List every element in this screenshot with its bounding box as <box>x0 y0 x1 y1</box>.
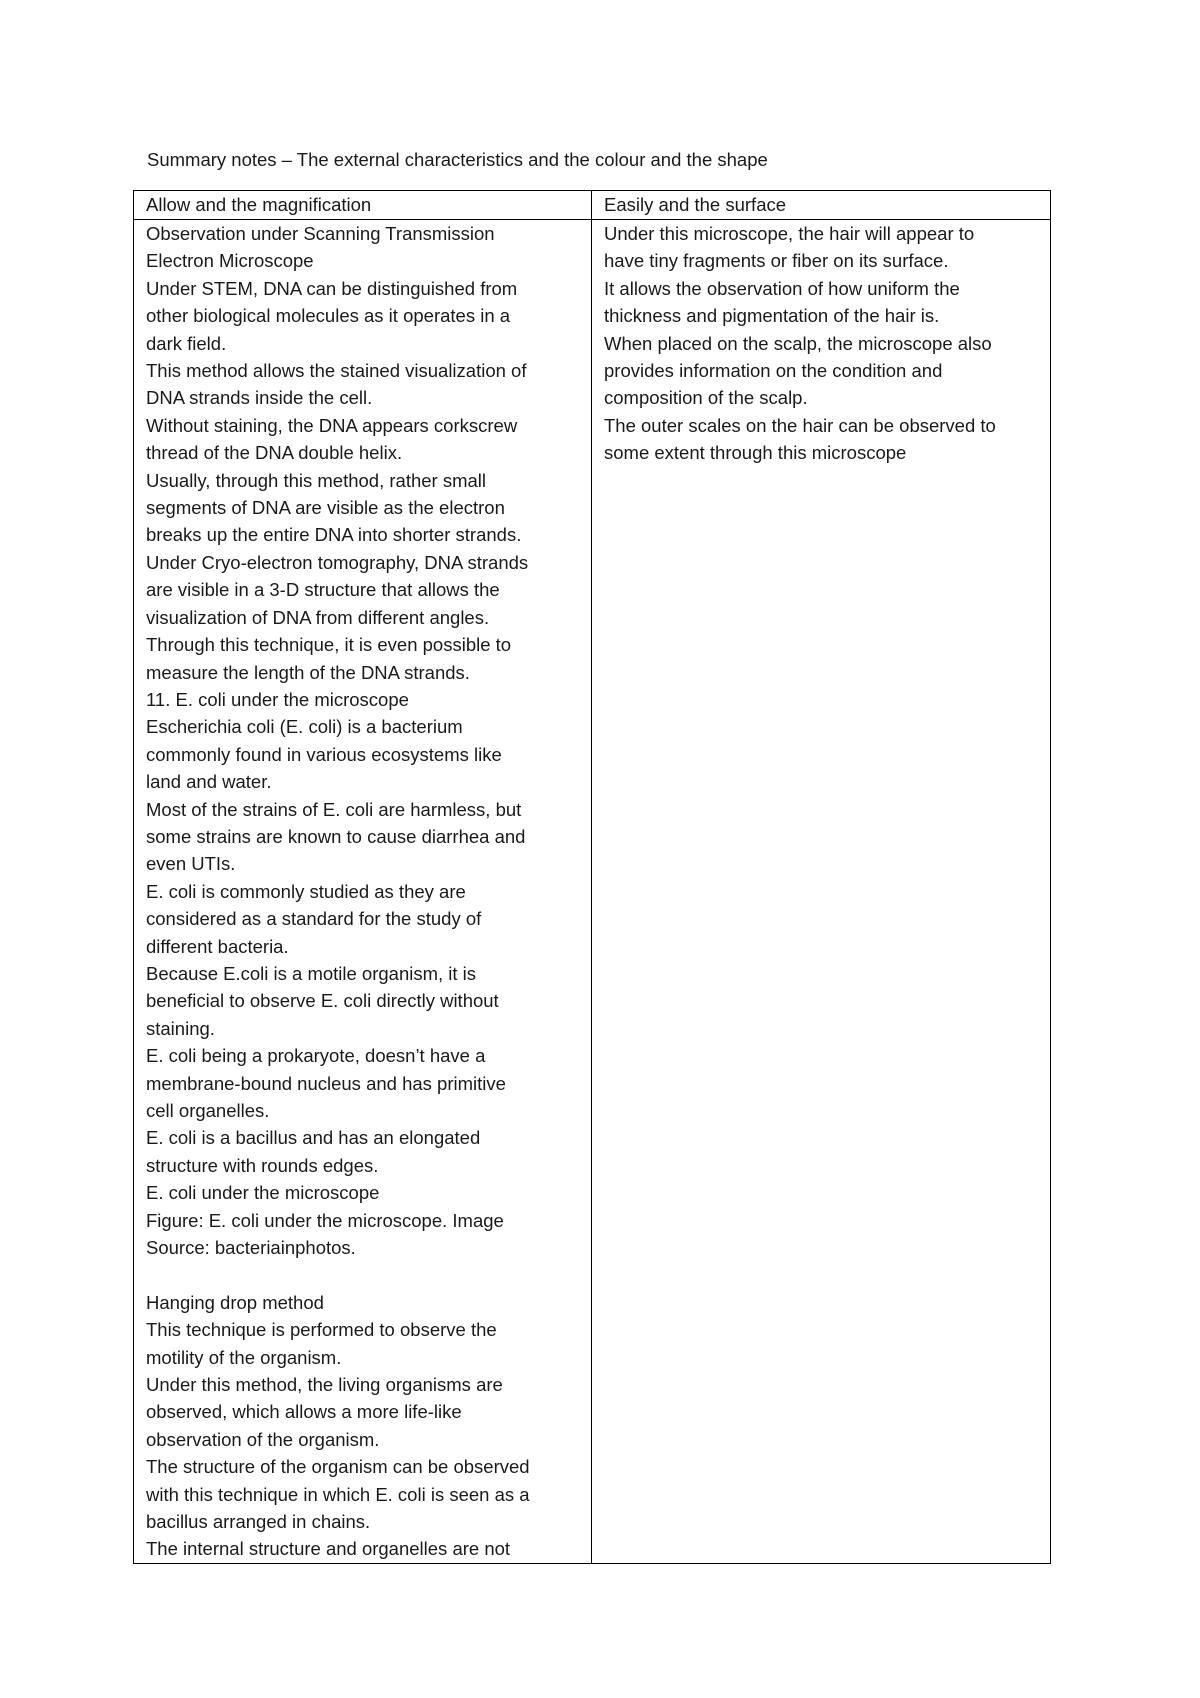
text-line: Without staining, the DNA appears corkscrew <box>146 414 518 436</box>
text-line: land and water. <box>146 771 272 793</box>
text-line: Source: bacteriainphotos. <box>146 1237 356 1259</box>
text-line: Because E.coli is a motile organism, it is <box>146 962 477 984</box>
text-line: bacillus arranged in chains. <box>146 1511 371 1533</box>
text-line: Most of the strains of E. coli are harmless, but <box>146 798 522 820</box>
table-header-row <box>134 191 1051 220</box>
text-line: Under Cryo-electron tomography, DNA strands <box>146 551 529 573</box>
column-header-left: Allow and the magnification <box>134 191 592 220</box>
text-line: E. coli is a bacillus and has an elongated <box>146 1127 481 1149</box>
text-line: breaks up the entire DNA into shorter strands. <box>146 524 522 546</box>
text-line: measure the length of the DNA strands. <box>146 661 470 683</box>
text-line: observed, which allows a more life-like <box>146 1401 462 1423</box>
column-header-right: Easily and the surface <box>592 191 1051 220</box>
text-line: dark field. <box>146 332 227 354</box>
text-line: DNA strands inside the cell. <box>146 387 373 409</box>
text-line: cell organelles. <box>146 1100 270 1121</box>
text-line: membrane-bound nucleus and has primitive <box>146 1072 506 1094</box>
left-column-cell <box>134 220 592 1564</box>
text-line: different bacteria. <box>146 935 289 957</box>
text-line: have tiny fragments or fiber on its surface. <box>604 250 949 272</box>
text-line: E. coli being a prokaryote, doesn’t have a <box>146 1045 486 1067</box>
text-line: beneficial to observe E. coli directly without <box>146 990 499 1012</box>
text-line: observation of the organism. <box>146 1428 380 1450</box>
text-line: staining. <box>146 1017 215 1039</box>
page-title: Summary notes – The external characteristics and the colour and the shape <box>147 149 768 170</box>
text-line: Usually, through this method, rather small <box>146 469 487 491</box>
text-line: E. coli is commonly studied as they are <box>146 880 466 902</box>
text-line: other biological molecules as it operates in a <box>146 305 511 327</box>
text-line: provides information on the condition and <box>604 360 943 382</box>
text-line: commonly found in various ecosystems like <box>146 743 502 765</box>
text-line: structure with rounds edges. <box>146 1154 379 1176</box>
text-line: Under this method, the living organisms are <box>146 1374 503 1396</box>
text-line: some strains are known to cause diarrhea and <box>146 825 526 847</box>
text-line: Under STEM, DNA can be distinguished from <box>146 277 518 299</box>
table-row <box>134 220 1051 1564</box>
text-line: 11. E. coli under the microscope <box>146 688 409 710</box>
text-line: segments of DNA are visible as the electron <box>146 497 505 519</box>
text-line: Hanging drop method <box>146 1291 324 1313</box>
summary-table <box>133 190 1051 1564</box>
text-line: some extent through this microscope <box>604 442 907 464</box>
text-line: The internal structure and organelles are not <box>146 1538 511 1560</box>
text-line: thread of the DNA double helix. <box>146 442 403 464</box>
text-line: Figure: E. coli under the microscope. Image <box>146 1209 504 1231</box>
text-line: When placed on the scalp, the microscope also <box>604 332 992 354</box>
text-line: Under this microscope, the hair will appear to <box>604 223 975 244</box>
text-line: This method allows the stained visualization of <box>146 360 527 382</box>
text-line: motility of the organism. <box>146 1346 342 1368</box>
text-line: even UTIs. <box>146 853 236 875</box>
text-line: with this technique in which E. coli is seen as a <box>146 1483 530 1505</box>
text-line: It allows the observation of how uniform the <box>604 277 960 299</box>
text-line: Through this technique, it is even possible to <box>146 634 512 656</box>
text-line: The structure of the organism can be observed <box>146 1456 530 1478</box>
text-line: E. coli under the microscope <box>146 1182 380 1204</box>
text-line: are visible in a 3-D structure that allows the <box>146 579 500 601</box>
text-line: composition of the scalp. <box>604 387 808 409</box>
text-line: considered as a standard for the study of <box>146 908 482 930</box>
text-line: Observation under Scanning Transmission <box>146 223 495 244</box>
text-line: Electron Microscope <box>146 250 314 272</box>
text-line <box>146 1261 583 1288</box>
text-line: visualization of DNA from different angles. <box>146 606 490 628</box>
text-line: The outer scales on the hair can be observed to <box>604 414 996 436</box>
right-column-cell <box>592 220 1051 1564</box>
text-line: Escherichia coli (E. coli) is a bacterium <box>146 716 463 738</box>
text-line: This technique is performed to observe the <box>146 1319 497 1341</box>
text-line: thickness and pigmentation of the hair is. <box>604 305 940 327</box>
